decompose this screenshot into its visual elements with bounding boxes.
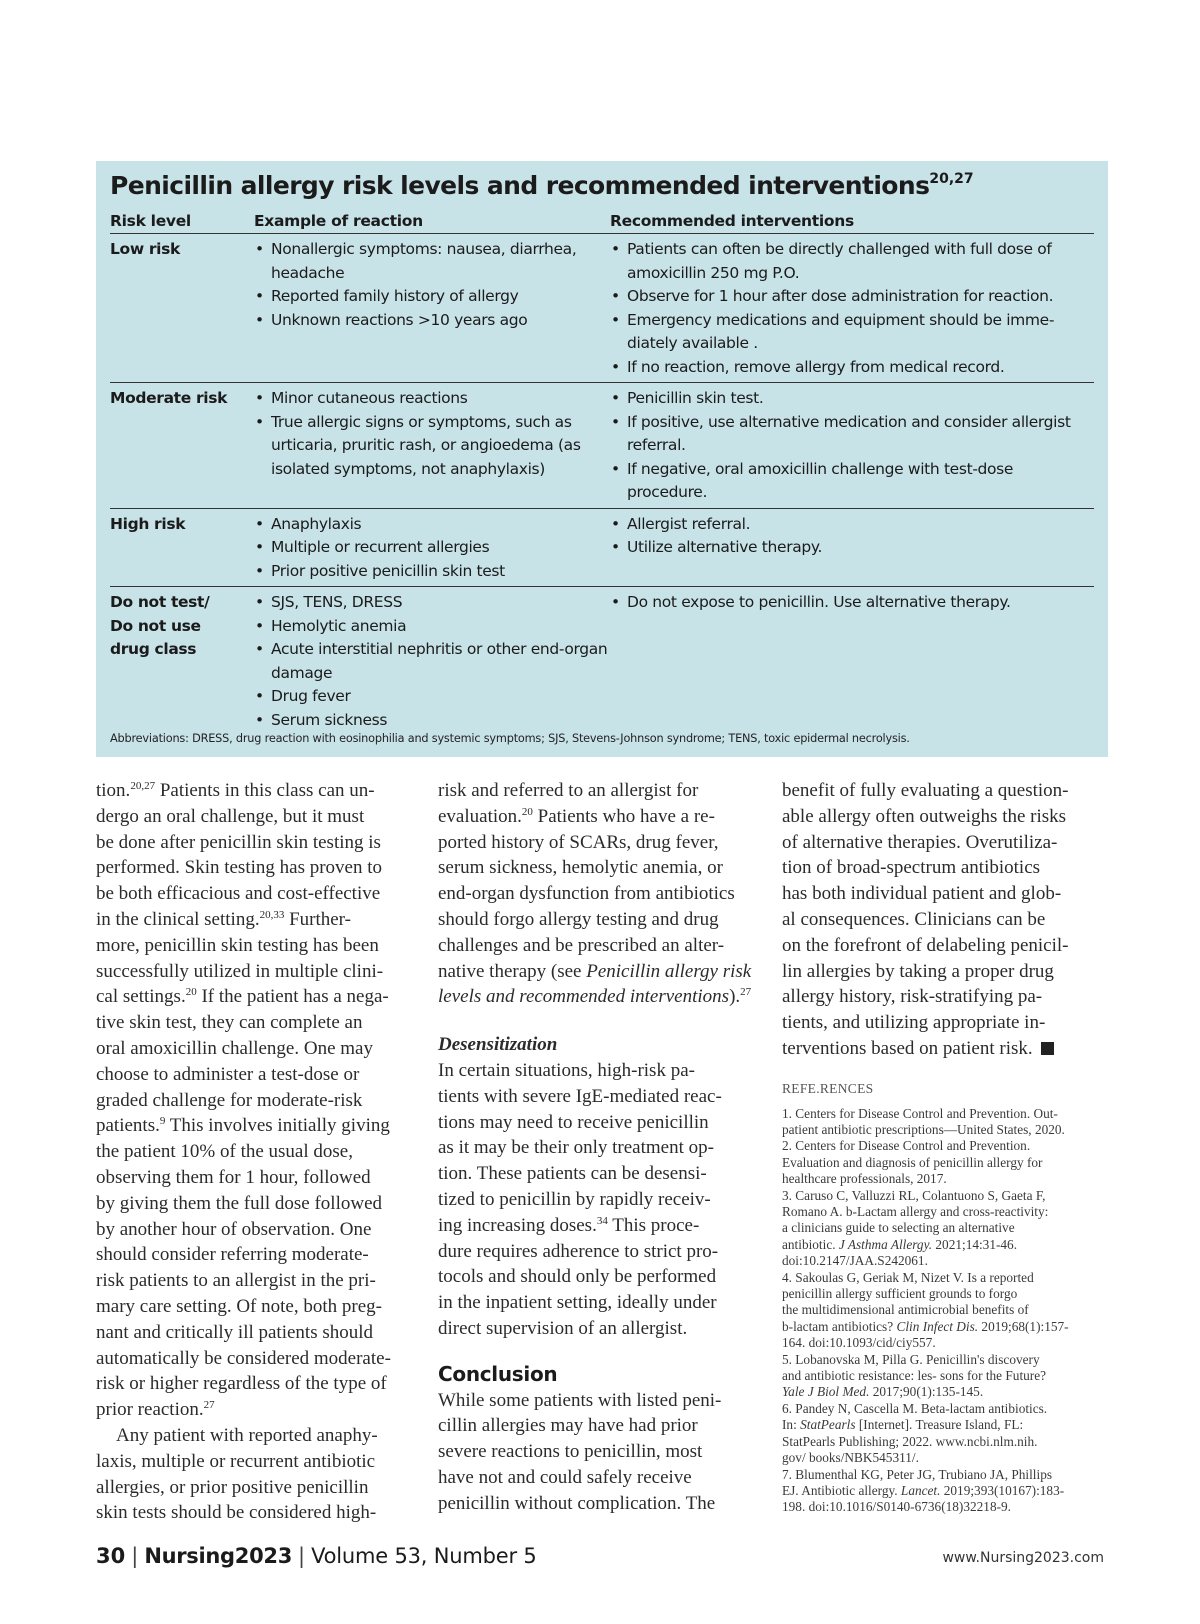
- italic-run: StatPearls: [800, 1417, 856, 1433]
- text-line: [782, 959, 1104, 985]
- text-line: [438, 1264, 758, 1290]
- references-heading: REFE.RENCES: [782, 1080, 874, 1096]
- citation-ref: 20: [185, 986, 197, 999]
- text-line: [782, 1368, 1104, 1384]
- text-line: [782, 1434, 1104, 1450]
- text-run: 164. doi:10.1093/cid/ciy557.: [782, 1335, 936, 1351]
- text-line: [782, 1286, 1104, 1302]
- text-line: [782, 1483, 1104, 1499]
- text-run: healthcare professionals, 2017.: [782, 1171, 947, 1187]
- text-run: by giving them the full dose followed: [96, 1192, 383, 1214]
- text-line: [96, 1242, 406, 1268]
- intervention-item: • If negative, oral amoxicillin challenge with test-dose procedure.: [610, 458, 1094, 505]
- text-line: [96, 855, 406, 881]
- text-run: In certain situations, high-risk pa-: [438, 1059, 695, 1081]
- citation-ref: 20: [521, 805, 533, 818]
- text-line: [782, 1237, 1104, 1253]
- risk-level-label: drug class: [110, 640, 197, 658]
- intervention-list: [610, 238, 1094, 379]
- example-list: [254, 238, 610, 332]
- text-run: doi:10.2147/JAA.S242061.: [782, 1253, 928, 1269]
- text-line: [782, 1106, 1104, 1122]
- example-list: [254, 513, 610, 584]
- text-line: [438, 1439, 758, 1465]
- text-run: be done after penicillin skin testing is: [96, 831, 381, 853]
- text-run: 2019;393(10167):183-: [940, 1482, 1065, 1498]
- text-run: antibiotic.: [782, 1236, 839, 1252]
- citation-ref: 20,27: [130, 780, 156, 792]
- intervention-item: • If positive, use alternative medication and consider allergist referral.: [610, 411, 1094, 458]
- text-line: [438, 1491, 758, 1517]
- intervention-item: • Patients can often be directly challenged with full dose of amoxicillin 250 mg P.O.: [610, 238, 1094, 285]
- text-line: [96, 1346, 406, 1372]
- example-list: [254, 387, 610, 481]
- table-title: [110, 171, 1096, 200]
- text-run: prior reaction.: [96, 1399, 204, 1421]
- text-line: [782, 1499, 1104, 1515]
- text-line: [782, 1138, 1104, 1154]
- text-run: native therapy (see: [438, 960, 587, 982]
- text-line: [96, 1139, 406, 1165]
- text-line: [438, 1135, 758, 1161]
- text-run: performed. Skin testing has proven to: [96, 857, 383, 879]
- text-line: [438, 1290, 758, 1316]
- text-run: end-organ dysfunction from antibiotics: [438, 883, 735, 905]
- text-run: StatPearls Publishing; 2022. www.ncbi.nlm.nih.: [782, 1433, 1038, 1449]
- intervention-cell: [610, 587, 1094, 736]
- text-line: [96, 1475, 406, 1501]
- example-list: [254, 591, 610, 732]
- desensitization-heading: Desensitization: [438, 1034, 558, 1056]
- example-item: • Anaphylaxis: [254, 513, 610, 537]
- text-line: [782, 984, 1104, 1010]
- example-cell: [254, 234, 610, 383]
- text-run: 3. Caruso C, Valluzzi RL, Colantuono S, Gaeta F,: [782, 1187, 1046, 1203]
- text-line: [438, 1413, 758, 1439]
- text-line: [438, 1465, 758, 1491]
- text-line: [438, 1084, 758, 1110]
- text-run: should consider referring moderate-: [96, 1244, 369, 1266]
- risk-level-cell: [110, 508, 254, 587]
- text-line: [96, 1062, 406, 1088]
- footer-separator: |: [298, 1544, 306, 1568]
- text-line: [782, 907, 1104, 933]
- text-line: [96, 1320, 406, 1346]
- text-line: [782, 1335, 1104, 1351]
- text-run: penicillin allergy sufficient grounds to forgo: [782, 1286, 1018, 1302]
- intervention-item: • Emergency medications and equipment should be imme-diately available .: [610, 309, 1094, 356]
- text-line: [782, 1352, 1104, 1368]
- text-line: [782, 1010, 1104, 1036]
- citation-ref: 9: [159, 1115, 166, 1128]
- example-cell: [254, 587, 610, 736]
- text-run: in the clinical setting.: [96, 908, 260, 930]
- citation-ref: 27: [203, 1399, 215, 1412]
- example-item: • Nonallergic symptoms: nausea, diarrhea, headache: [254, 238, 610, 285]
- table-row: [110, 383, 1094, 509]
- text-run: This proce-: [607, 1214, 700, 1236]
- table-row: [110, 587, 1094, 736]
- italic-run: J Asthma Allergy.: [838, 1236, 933, 1252]
- text-line: [782, 1384, 1104, 1400]
- text-line: [438, 1110, 758, 1136]
- text-run: tive skin test, they can complete an: [96, 1012, 363, 1034]
- text-line: [438, 959, 758, 985]
- risk-level-label: Do not use: [110, 616, 201, 635]
- example-item: • Minor cutaneous reactions: [254, 387, 610, 411]
- text-run: should forgo allergy testing and drug: [438, 908, 719, 930]
- text-line: [438, 830, 758, 856]
- intervention-item: • Observe for 1 hour after dose administration for reaction.: [610, 285, 1094, 309]
- text-run: 4. Sakoulas G, Geriak M, Nizet V. Is a reported: [782, 1269, 1034, 1285]
- text-run: mary care setting. Of note, both preg-: [96, 1295, 382, 1317]
- text-line: [438, 1213, 758, 1239]
- text-line: [782, 1122, 1104, 1138]
- text-run: 7. Blumenthal KG, Peter JG, Trubiano JA, Phillips: [782, 1466, 1053, 1482]
- text-line: [438, 855, 758, 881]
- text-run: skin tests should be considered high-: [96, 1502, 377, 1524]
- text-run: on the forefront of delabeling penicil-: [782, 934, 1069, 956]
- text-run: challenges and be prescribed an alter-: [438, 934, 725, 956]
- text-run: Any patient with reported anaphy-: [116, 1424, 378, 1446]
- text-line: [96, 881, 406, 907]
- text-line: [96, 1449, 406, 1475]
- text-run: Romano A. b-Lactam allergy and cross-reactivity:: [782, 1204, 1049, 1219]
- text-run: Patients in this class can un-: [155, 780, 375, 801]
- text-run: severe reactions to penicillin, most: [438, 1441, 703, 1463]
- intervention-item: • Utilize alternative therapy.: [610, 536, 1094, 560]
- intervention-cell: [610, 234, 1094, 383]
- table-row: [110, 508, 1094, 587]
- text-run: successfully utilized in multiple clini-: [96, 960, 384, 982]
- text-line: [96, 1036, 406, 1062]
- body-column-1: [96, 778, 406, 1526]
- publication-name: Nursing2023: [144, 1544, 293, 1568]
- text-run: of alternative therapies. Overutiliza-: [782, 831, 1058, 853]
- italic-run: Lancet.: [900, 1482, 941, 1498]
- text-run: EJ. Antibiotic allergy.: [782, 1482, 901, 1498]
- text-run: risk patients to an allergist in the pri-: [96, 1270, 376, 1292]
- risk-level-cell: [110, 383, 254, 509]
- table-header-row: [110, 212, 1094, 234]
- text-line: [782, 804, 1104, 830]
- citation-ref: 27: [740, 986, 752, 999]
- body-column-3: [782, 778, 1104, 1516]
- text-line: [96, 1010, 406, 1036]
- text-run: tocols and should only be performed: [438, 1266, 717, 1288]
- text-run: 2. Centers for Disease Control and Prevention.: [782, 1138, 1031, 1154]
- text-line: [96, 1423, 406, 1449]
- conclusion-heading: Conclusion: [438, 1361, 558, 1386]
- text-line: [782, 855, 1104, 881]
- text-line: [438, 933, 758, 959]
- intervention-cell: [610, 508, 1094, 587]
- text-run: Patients who have a re-: [532, 805, 715, 827]
- italic-run: levels and recommended interventions: [438, 986, 730, 1008]
- text-run: risk or higher regardless of the type of: [96, 1373, 387, 1395]
- footer-left: [96, 1544, 537, 1568]
- text-line: [96, 830, 406, 856]
- text-run: in the inpatient setting, ideally under: [438, 1292, 717, 1314]
- example-item: • Unknown reactions >10 years ago: [254, 309, 610, 333]
- page-number: 30: [96, 1544, 126, 1568]
- text-run: 5. Lobanovska M, Pilla G. Penicillin's discovery: [782, 1351, 1040, 1367]
- text-run: a clinicians guide to selecting an alternative: [782, 1220, 1015, 1236]
- header-example: Example of reaction: [254, 212, 610, 234]
- text-line: [96, 933, 406, 959]
- text-line: [782, 1171, 1104, 1187]
- text-run: observing them for 1 hour, followed: [96, 1166, 371, 1188]
- text-line: [438, 1161, 758, 1187]
- text-run: laxis, multiple or recurrent antibiotic: [96, 1450, 376, 1472]
- text-run: allergies, or prior positive penicillin: [96, 1476, 369, 1498]
- example-cell: [254, 508, 610, 587]
- text-run: allergy history, risk-stratifying pa-: [782, 986, 1043, 1008]
- paragraph: [438, 778, 758, 1010]
- text-run: patients.: [96, 1115, 160, 1137]
- text-line: [782, 1467, 1104, 1483]
- text-run: In:: [782, 1417, 801, 1433]
- text-line: [438, 1388, 758, 1414]
- text-run: direct supervision of an allergist.: [438, 1317, 688, 1339]
- text-run: ported history of SCARs, drug fever,: [438, 831, 719, 853]
- references-list: [782, 1106, 1104, 1516]
- text-line: [96, 1191, 406, 1217]
- text-line: [782, 1155, 1104, 1171]
- text-run: lin allergies by taking a proper drug: [782, 960, 1054, 982]
- text-run: Evaluation and diagnosis of penicillin allergy for: [782, 1154, 1043, 1170]
- text-run: tion of broad-spectrum antibiotics: [782, 857, 1041, 879]
- example-cell: [254, 383, 610, 509]
- text-run: benefit of fully evaluating a question-: [782, 780, 1069, 801]
- text-run: dure requires adherence to strict pro-: [438, 1240, 719, 1262]
- text-line: [96, 1113, 406, 1139]
- text-run: 198. doi:10.1016/S0140-6736(18)32218-9.: [782, 1499, 1011, 1515]
- text-line: [96, 1088, 406, 1114]
- intervention-item: • If no reaction, remove allergy from medical record.: [610, 356, 1094, 380]
- text-run: b-lactam antibiotics?: [782, 1318, 897, 1334]
- text-line: [438, 804, 758, 830]
- text-run: 6. Pandey N, Cascella M. Beta-lactam antibiotics.: [782, 1400, 1048, 1416]
- text-run: gov/ books/NBK545311/.: [782, 1450, 919, 1466]
- text-run: more, penicillin skin testing has been: [96, 934, 379, 956]
- text-line: [96, 1397, 406, 1423]
- example-item: • Drug fever: [254, 685, 610, 709]
- risk-level-label: Do not test/: [110, 593, 210, 611]
- text-run: al consequences. Clinicians can be: [782, 908, 1046, 930]
- text-line: [782, 1319, 1104, 1335]
- text-run: has both individual patient and glob-: [782, 883, 1062, 905]
- table-row: [110, 234, 1094, 383]
- paragraph: [782, 778, 1104, 1062]
- volume-info: Volume 53, Number 5: [311, 1544, 537, 1568]
- intervention-list: [610, 513, 1094, 560]
- italic-run: Yale J Biol Med.: [782, 1384, 870, 1400]
- text-run: have not and could safely receive: [438, 1466, 692, 1488]
- text-run: by another hour of observation. One: [96, 1218, 372, 1240]
- intervention-item: • Penicillin skin test.: [610, 387, 1094, 411]
- text-line: [96, 778, 406, 804]
- text-run: evaluation.: [438, 805, 522, 827]
- text-run: the patient 10% of the usual dose,: [96, 1141, 353, 1163]
- text-line: [782, 1417, 1104, 1433]
- text-run: 2021;14:31-46.: [932, 1236, 1018, 1252]
- intervention-item: • Allergist referral.: [610, 513, 1094, 537]
- italic-run: Penicillin allergy risk: [586, 960, 752, 982]
- text-run: cillin allergies may have had prior: [438, 1415, 698, 1437]
- italic-run: Clin Infect Dis.: [896, 1318, 979, 1334]
- text-run: This involves initially giving: [165, 1115, 390, 1137]
- table-title-text: Penicillin allergy risk levels and recommended interventions: [110, 171, 930, 200]
- text-line: [438, 1316, 758, 1342]
- footer-separator: |: [131, 1544, 139, 1568]
- text-run: ing increasing doses.: [438, 1214, 597, 1236]
- abbreviations-note: Abbreviations: DRESS, drug reaction with eosinophilia and systemic symptoms; SJS, Stevens-Johnson syndrome; TENS, toxic epidermal necrolysis.: [110, 732, 910, 745]
- text-run: dergo an oral challenge, but it must: [96, 805, 365, 827]
- text-run: patient antibiotic prescriptions—United States, 2020.: [782, 1121, 1065, 1137]
- text-line: [96, 1500, 406, 1526]
- text-run: tients, and utilizing appropriate in-: [782, 1012, 1046, 1034]
- footer-url: www.Nursing2023.com: [942, 1550, 1104, 1566]
- text-run: 2017;90(1):135-145.: [869, 1384, 984, 1400]
- text-line: [96, 1268, 406, 1294]
- text-run: automatically be considered moderate-: [96, 1347, 391, 1369]
- text-run: penicillin without complication. The: [438, 1492, 716, 1514]
- risk-level-label: Low risk: [110, 240, 180, 258]
- text-run: and antibiotic resistance: les- sons for the Future?: [782, 1368, 1047, 1384]
- example-item: • True allergic signs or symptoms, such as urticaria, pruritic rash, or angioedema (as isolated symptoms, not anaphylaxis): [254, 411, 610, 482]
- text-run: tions may need to receive penicillin: [438, 1111, 709, 1133]
- text-run: [Internet]. Treasure Island, FL:: [855, 1417, 1024, 1433]
- text-line: [782, 1270, 1104, 1286]
- text-line: [782, 1401, 1104, 1417]
- example-item: • Acute interstitial nephritis or other end-organ damage: [254, 638, 610, 685]
- text-line: [96, 1371, 406, 1397]
- text-line: [96, 1217, 406, 1243]
- table-body: [110, 234, 1094, 736]
- paragraph: [96, 1423, 406, 1526]
- citation-ref: 34: [596, 1214, 608, 1227]
- text-line: [438, 881, 758, 907]
- text-line: [438, 984, 758, 1010]
- example-item: • Multiple or recurrent allergies: [254, 536, 610, 560]
- text-line: [782, 1188, 1104, 1204]
- text-run: able allergy often outweighs the risks: [782, 805, 1067, 827]
- text-line: [782, 830, 1104, 856]
- example-item: • Prior positive penicillin skin test: [254, 560, 610, 584]
- text-run: 1. Centers for Disease Control and Prevention. Out-: [782, 1105, 1058, 1121]
- example-item: • Reported family history of allergy: [254, 285, 610, 309]
- text-line: [782, 1302, 1104, 1318]
- example-item: • Serum sickness: [254, 709, 610, 733]
- text-run: risk and referred to an allergist for: [438, 780, 699, 801]
- risk-table-box: [96, 161, 1108, 757]
- text-run: ).: [729, 986, 741, 1008]
- intervention-item: • Do not expose to penicillin. Use alternative therapy.: [610, 591, 1094, 615]
- text-run: as it may be their only treatment op-: [438, 1137, 714, 1159]
- text-run: choose to administer a test-dose or: [96, 1063, 360, 1085]
- paragraph: [438, 1058, 758, 1342]
- text-line: [438, 778, 758, 804]
- text-run: tized to penicillin by rapidly receiv-: [438, 1188, 711, 1210]
- text-line: [96, 959, 406, 985]
- text-run: tion. These patients can be desensi-: [438, 1163, 707, 1185]
- text-run: cal settings.: [96, 986, 186, 1008]
- text-line: [782, 778, 1104, 804]
- text-line: [438, 907, 758, 933]
- intervention-cell: [610, 383, 1094, 509]
- text-line: [782, 1253, 1104, 1269]
- text-run: While some patients with listed peni-: [438, 1389, 722, 1411]
- text-line: [782, 881, 1104, 907]
- text-line: [782, 1204, 1104, 1220]
- text-line: [96, 907, 406, 933]
- text-run: graded challenge for moderate-risk: [96, 1089, 363, 1111]
- text-line: [438, 1239, 758, 1265]
- text-line: [782, 933, 1104, 959]
- text-run: If the patient has a nega-: [196, 986, 389, 1008]
- text-line: [438, 1187, 758, 1213]
- text-line: [96, 1294, 406, 1320]
- text-line: [438, 1058, 758, 1084]
- table-title-refs: 20,27: [929, 171, 974, 187]
- text-line: [96, 1165, 406, 1191]
- text-line: [96, 804, 406, 830]
- text-run: the multidimensional antimicrobial benefits of: [782, 1302, 1029, 1318]
- text-line: [96, 984, 406, 1010]
- text-line: [782, 1450, 1104, 1466]
- header-risk-level: Risk level: [110, 212, 254, 234]
- risk-table: [110, 212, 1094, 735]
- intervention-list: [610, 591, 1094, 615]
- paragraph: [96, 778, 406, 1423]
- citation-ref: 20,33: [259, 908, 285, 921]
- example-item: • SJS, TENS, DRESS: [254, 591, 610, 615]
- body-column-2: [438, 778, 758, 1517]
- text-run: be both efficacious and cost-effective: [96, 883, 381, 905]
- end-of-article-mark: [1041, 1042, 1054, 1055]
- risk-level-cell: [110, 234, 254, 383]
- intervention-list: [610, 387, 1094, 505]
- text-run: 2019;68(1):157-: [978, 1318, 1069, 1334]
- paragraph: [438, 1388, 758, 1517]
- example-item: • Hemolytic anemia: [254, 615, 610, 639]
- text-line: [782, 1036, 1104, 1062]
- risk-level-cell: [110, 587, 254, 736]
- text-run: oral amoxicillin challenge. One may: [96, 1037, 373, 1059]
- text-run: Further-: [284, 908, 351, 930]
- risk-level-label: Moderate risk: [110, 389, 228, 407]
- text-line: [782, 1220, 1104, 1236]
- text-run: serum sickness, hemolytic anemia, or: [438, 857, 723, 879]
- text-run: tients with severe IgE-mediated reac-: [438, 1085, 722, 1107]
- text-run: nant and critically ill patients should: [96, 1321, 374, 1343]
- text-run: tion.: [96, 780, 131, 801]
- text-run: terventions based on patient risk.: [782, 1037, 1033, 1059]
- risk-level-label: High risk: [110, 514, 186, 533]
- header-interventions: Recommended interventions: [610, 212, 1094, 234]
